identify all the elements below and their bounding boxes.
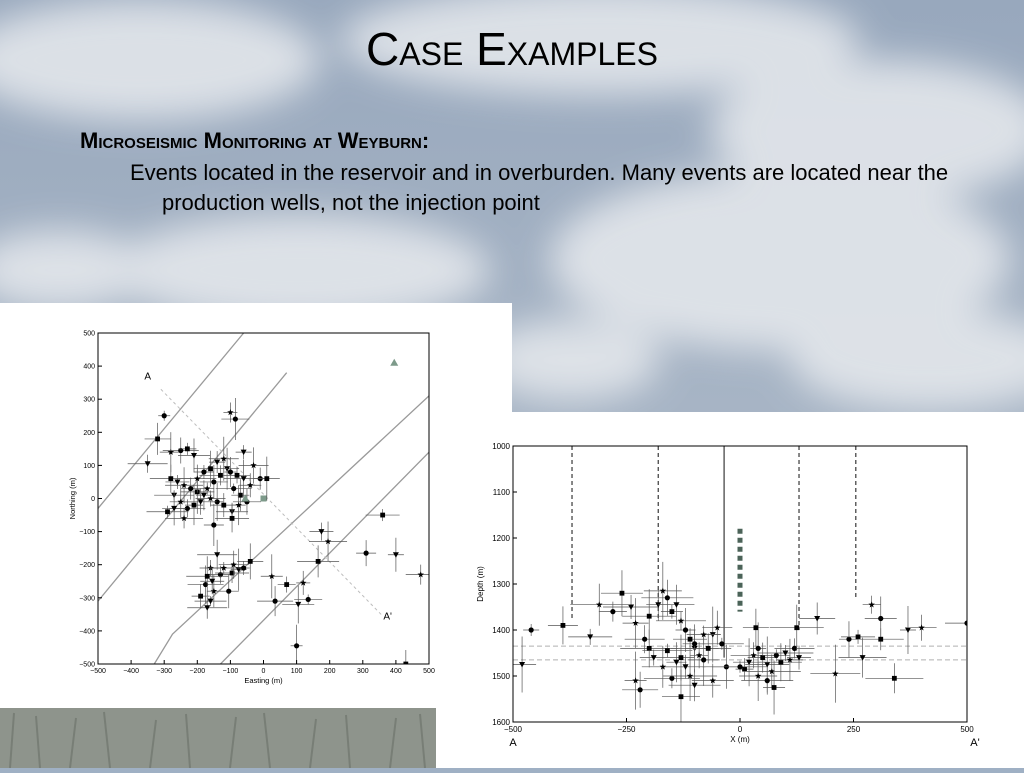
plan-event-marker — [218, 473, 223, 478]
section-x-tick-label: 250 — [846, 725, 861, 734]
plan-y-tick-label: 0 — [91, 496, 95, 503]
plan-event — [309, 523, 333, 541]
plan-event — [186, 556, 228, 596]
section-event — [763, 661, 785, 715]
section-event — [712, 661, 768, 673]
section-event-marker — [679, 694, 684, 699]
section-event — [907, 615, 937, 641]
section-event — [839, 638, 887, 678]
section-event-marker — [561, 623, 566, 628]
plan-y-tick-label: 200 — [83, 429, 95, 437]
section-event — [865, 663, 923, 693]
section-event — [799, 603, 835, 635]
section-event-marker — [642, 637, 647, 642]
plan-event — [221, 398, 249, 440]
section-y-tick-label: 1300 — [492, 580, 510, 589]
plan-event-marker — [248, 559, 253, 564]
plan-event — [185, 489, 217, 515]
plan-x-tick-label: 400 — [390, 668, 402, 675]
plan-event — [356, 540, 376, 566]
plan-x-tick-label: −300 — [156, 668, 173, 675]
plan-event — [215, 504, 249, 532]
section-event — [666, 655, 706, 679]
grass-strip — [0, 708, 436, 768]
plan-event-marker — [364, 551, 369, 556]
plan-x-tick-label: −400 — [123, 668, 139, 675]
plan-y-tick-label: −200 — [79, 562, 95, 570]
section-event-marker — [638, 687, 643, 692]
slide-title: Case Examples — [366, 23, 658, 75]
plan-plot-area — [98, 333, 436, 678]
section-event — [508, 637, 536, 693]
plan-event-marker — [185, 446, 190, 451]
plan-event — [209, 437, 239, 481]
slide-body-text: Events located in the reservoir and in overburden. Many events are located near the production wells, not the injection point — [130, 160, 949, 215]
plan-event — [147, 506, 189, 518]
section-event-marker — [794, 625, 799, 630]
section-annotation-label: A — [509, 737, 517, 749]
plan-event — [188, 566, 224, 604]
plan-x-tick-label: 0 — [261, 668, 266, 675]
section-event-marker — [892, 676, 897, 681]
section-y-tick-label: 1000 — [492, 442, 510, 451]
section-x-tick-label: 500 — [960, 725, 974, 734]
plan-y-tick-label: −100 — [79, 529, 95, 537]
plan-event — [178, 438, 210, 472]
plan-event — [128, 455, 168, 473]
plan-event — [194, 451, 228, 487]
section-event-marker — [647, 614, 652, 619]
plan-event-marker — [205, 574, 210, 579]
plan-event-marker — [306, 597, 311, 602]
section-event — [702, 611, 732, 645]
plan-event — [257, 586, 293, 616]
plan-y-tick-label: 300 — [83, 396, 95, 404]
plan-event-marker — [155, 437, 160, 442]
section-event-marker — [647, 646, 652, 651]
section-event-marker — [620, 591, 625, 596]
plan-event-marker — [226, 589, 231, 594]
section-event — [663, 651, 717, 701]
section-x-tick-label: −500 — [503, 725, 523, 734]
plan-x-tick-label: 500 — [423, 668, 435, 675]
section-y-tick-label: 1600 — [492, 718, 510, 727]
section-event — [640, 650, 668, 666]
section-x-tick-label: −250 — [617, 725, 636, 734]
plan-x-tick-label: 300 — [356, 668, 369, 675]
section-event — [656, 612, 706, 630]
section-event — [770, 605, 824, 651]
section-event — [622, 672, 658, 708]
section-event — [673, 628, 707, 650]
section-annotation-label: A' — [970, 737, 980, 749]
plan-event-marker — [211, 479, 216, 484]
section-event — [601, 570, 643, 616]
monitor-well-triangle — [390, 359, 398, 366]
plan-event-marker — [235, 473, 240, 478]
plan-event-marker — [165, 509, 170, 514]
plan-event — [282, 585, 314, 623]
plan-event — [309, 522, 347, 562]
plan-event — [254, 457, 280, 501]
section-event-marker — [765, 678, 770, 683]
section-event-marker — [778, 660, 783, 665]
plan-annotation-label: A' — [383, 611, 392, 623]
section-x-axis-label: X (m) — [730, 735, 750, 744]
injection-well-square — [261, 496, 267, 502]
plan-event-marker — [211, 522, 216, 527]
plan-event — [237, 543, 263, 579]
plan-event-marker — [221, 503, 226, 508]
plan-event — [197, 540, 237, 570]
section-y-tick-label: 1500 — [492, 672, 510, 681]
section-event-marker — [719, 641, 724, 646]
well-trace-3 — [220, 452, 429, 664]
section-x-tick-label: 0 — [737, 725, 743, 734]
section-plot-area — [508, 446, 989, 724]
section-event-marker — [878, 616, 883, 621]
plan-x-tick-label: −200 — [189, 668, 206, 675]
plan-y-tick-label: 500 — [83, 330, 95, 338]
section-view-panel — [436, 412, 1024, 768]
section-event — [787, 646, 811, 670]
section-event-marker — [670, 609, 675, 614]
plan-x-tick-label: −500 — [90, 668, 106, 675]
plan-annotation-label: A — [144, 371, 151, 383]
plan-event-marker — [188, 486, 193, 491]
section-event-marker — [753, 625, 758, 630]
section-event-marker — [688, 637, 693, 642]
plan-event — [224, 457, 236, 487]
section-event — [858, 628, 904, 650]
plan-event-marker — [198, 594, 203, 599]
plan-event — [261, 554, 283, 598]
section-event-marker — [737, 664, 742, 669]
plan-event — [196, 491, 226, 507]
section-event — [548, 606, 578, 644]
plan-x-tick-label: 200 — [323, 668, 336, 675]
plan-y-tick-label: −400 — [79, 628, 95, 636]
plan-event — [233, 489, 261, 515]
section-event-marker — [792, 646, 797, 651]
plan-event-marker — [168, 476, 173, 481]
plan-event-marker — [294, 643, 299, 648]
section-y-tick-label: 1400 — [492, 626, 510, 635]
plan-event — [406, 565, 436, 585]
section-event — [568, 629, 612, 645]
section-event-marker — [846, 637, 851, 642]
section-event — [757, 645, 813, 661]
plan-event — [196, 480, 212, 510]
section-event-marker — [610, 609, 615, 614]
section-event — [841, 630, 875, 644]
plan-x-tick-label: −100 — [222, 668, 239, 675]
section-y-axis-label: Depth (m) — [476, 566, 485, 602]
section-event-marker — [774, 653, 779, 658]
section-event — [748, 643, 778, 673]
section-event — [863, 596, 881, 614]
plan-y-tick-label: −300 — [79, 595, 95, 603]
plan-event — [158, 411, 170, 421]
section-event-marker — [665, 595, 670, 600]
plan-x-axis-label: Easting (m) — [244, 676, 283, 685]
section-event-marker — [706, 646, 711, 651]
plan-y-tick-label: −500 — [79, 661, 95, 669]
section-event-marker — [683, 627, 688, 632]
section-event-marker — [701, 657, 706, 662]
plan-event-marker — [241, 565, 246, 570]
plan-event-marker — [230, 516, 235, 521]
section-event-marker — [529, 627, 534, 632]
section-event-marker — [669, 676, 674, 681]
plan-event-marker — [264, 476, 269, 481]
section-event — [900, 606, 916, 654]
plan-y-tick-label: 100 — [83, 462, 95, 470]
plan-event-marker — [284, 582, 289, 587]
well-trace-2 — [154, 396, 429, 664]
section-y-tick-label: 1200 — [492, 534, 510, 543]
plan-y-tick-label: 400 — [83, 363, 95, 371]
plan-event — [236, 445, 252, 459]
plan-event — [145, 423, 171, 455]
section-event-marker — [692, 641, 697, 646]
section-event — [523, 624, 539, 636]
plan-event — [163, 438, 199, 464]
section-event — [676, 608, 696, 652]
plan-event-marker — [380, 513, 385, 518]
plan-event — [219, 574, 239, 608]
section-event-marker — [665, 648, 670, 653]
plan-event-marker — [162, 413, 167, 418]
section-event-marker — [878, 637, 883, 642]
section-event-marker — [760, 655, 765, 660]
depth-section-chart — [436, 412, 1024, 768]
section-event-marker — [772, 685, 777, 690]
plan-x-tick-label: 100 — [290, 668, 303, 675]
section-event-marker — [756, 646, 761, 651]
plan-event-marker — [272, 599, 277, 604]
plan-event-marker — [201, 469, 206, 474]
plan-event-marker — [208, 466, 213, 471]
plan-y-axis-label: Northing (m) — [68, 477, 77, 520]
plan-event-marker — [231, 486, 236, 491]
section-event — [743, 609, 769, 647]
section-y-tick-label: 1100 — [492, 488, 510, 497]
slide-subtitle: Microseismic Monitoring at Weyburn: — [80, 128, 430, 153]
plan-event-marker — [192, 503, 197, 508]
plan-event-marker — [228, 469, 233, 474]
section-event — [810, 645, 860, 703]
section-event — [570, 584, 628, 626]
section-event — [625, 625, 665, 653]
plan-event — [388, 538, 404, 572]
plan-event-marker — [233, 416, 238, 421]
section-event-marker — [679, 655, 684, 660]
section-event-marker — [742, 667, 747, 672]
section-event-marker — [856, 635, 861, 640]
plan-event — [204, 504, 224, 546]
plan-event-marker — [316, 559, 321, 564]
